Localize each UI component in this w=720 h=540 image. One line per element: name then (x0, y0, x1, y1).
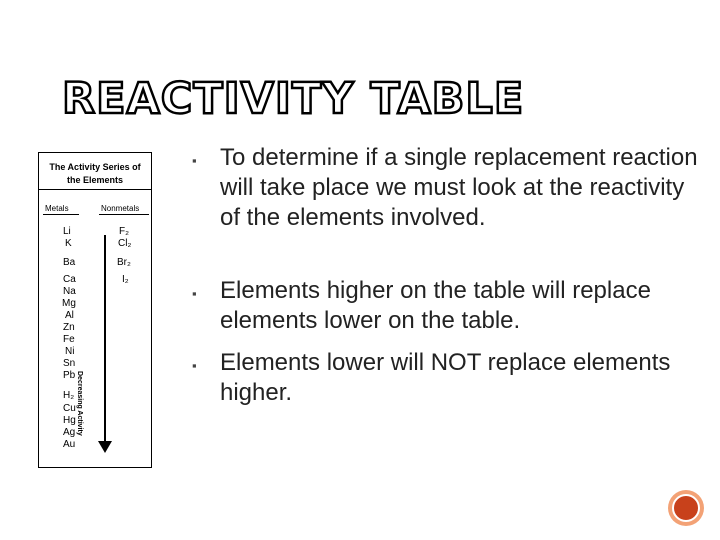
metal-element: Li (63, 226, 71, 237)
bullet-point (192, 348, 700, 408)
metal-element: Mg (62, 298, 76, 309)
slide-title: REACTIVITY TABLE (62, 74, 525, 124)
arrow-down-icon (98, 441, 112, 453)
decreasing-activity-arrow (104, 235, 106, 445)
bullet-text: Elements lower will NOT replace elements higher. (220, 349, 671, 406)
metal-element: Cu (63, 403, 76, 414)
bullet-point (192, 276, 700, 336)
heading-divider (39, 189, 151, 190)
metal-element: Ba (63, 257, 76, 268)
nonmetal-element: Cl₂ (118, 238, 132, 249)
metals-column-header: Metals (45, 204, 69, 213)
nonmetal-element: F₂ (119, 226, 129, 237)
metal-element: Sn (63, 358, 76, 369)
decreasing-activity-label: Decreasing Activity (76, 371, 83, 436)
metal-element: Hg (63, 415, 76, 426)
bullet-square-icon: ▪ (192, 286, 197, 301)
metal-element: Ca (63, 274, 76, 285)
nonmetals-header-underline (99, 214, 149, 215)
bullet-square-icon: ▪ (192, 153, 197, 168)
metal-element: Zn (63, 322, 75, 333)
corner-logo-icon (668, 490, 704, 526)
nonmetal-element: I₂ (122, 274, 129, 285)
metal-element: Ni (65, 346, 75, 357)
bullet-text: Elements higher on the table will replace elements lower on the table. (220, 277, 651, 334)
metals-header-underline (43, 214, 79, 215)
logo-inner-circle (672, 494, 700, 522)
metal-element: Al (65, 310, 74, 321)
activity-series-table (38, 152, 152, 468)
bullet-square-icon: ▪ (192, 358, 197, 373)
bullet-text: To determine if a single replacement reaction will take place we must look at the reactivity of the elements involved. (220, 144, 698, 231)
nonmetal-element: Br₂ (117, 257, 131, 268)
metal-element: Ag (63, 427, 76, 438)
metal-element: K (65, 238, 72, 249)
bullet-point (192, 143, 700, 233)
metal-element: Fe (63, 334, 75, 345)
metal-element: Pb (63, 370, 76, 381)
metal-element: H₂ (63, 390, 75, 401)
metal-element: Na (63, 286, 76, 297)
nonmetals-column-header: Nonmetals (101, 204, 140, 213)
activity-table-heading: The Activity Series of the Elements (49, 162, 141, 185)
metal-element: Au (63, 439, 76, 450)
